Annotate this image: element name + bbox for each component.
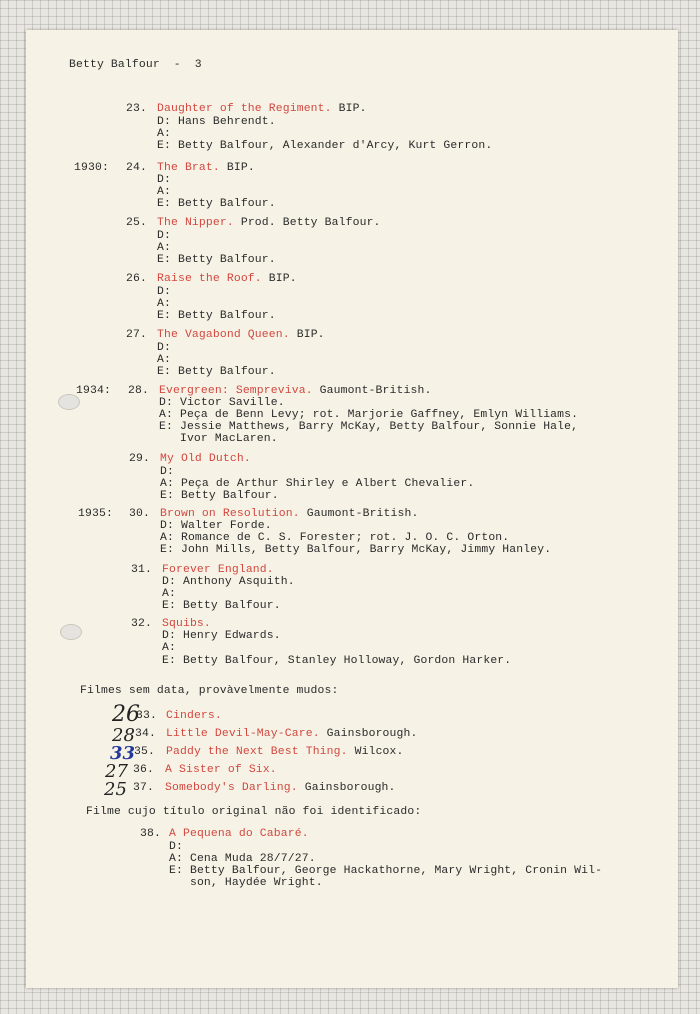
entry-title-line xyxy=(157,273,297,285)
year-label: 1935: xyxy=(78,508,113,520)
entry-number: 35. xyxy=(134,746,155,758)
director-line: D: xyxy=(160,466,174,478)
author-line: A: Peça de Arthur Shirley e Albert Chevalier. xyxy=(160,478,475,490)
entry-number: 25. xyxy=(126,217,147,229)
cast-line: E: Betty Balfour, Alexander d'Arcy, Kurt Gerron. xyxy=(157,140,493,152)
author-line: A: xyxy=(157,298,171,310)
film-title: Somebody's Darling. xyxy=(165,782,298,794)
film-note: BIP. xyxy=(219,162,255,174)
entry-title-line xyxy=(169,828,309,840)
film-title: My Old Dutch. xyxy=(160,453,251,465)
director-line: D: xyxy=(157,174,171,186)
author-line: A: Romance de C. S. Forester; rot. J. O. C. Orton. xyxy=(160,532,510,544)
film-title: Squibs. xyxy=(162,618,211,630)
entry-number: 30. xyxy=(129,508,150,520)
entry-title-line xyxy=(165,764,277,776)
handwritten-number: 26 xyxy=(112,702,140,727)
cast-line-continued: son, Haydée Wright. xyxy=(169,877,323,889)
film-note: Wilcox. xyxy=(347,746,404,758)
entry-title-line xyxy=(159,385,431,397)
director-line: D: Henry Edwards. xyxy=(162,630,281,642)
entry-title-line xyxy=(162,564,274,576)
entry-number: 24. xyxy=(126,162,147,174)
director-line: D: xyxy=(157,342,171,354)
director-line: D: xyxy=(169,841,183,853)
entry-number: 36. xyxy=(133,764,154,776)
cast-line: E: John Mills, Betty Balfour, Barry McKay, Jimmy Hanley. xyxy=(160,544,552,556)
cast-line: E: Betty Balfour, Stanley Holloway, Gordon Harker. xyxy=(162,655,512,667)
entry-number: 34. xyxy=(135,728,156,740)
cast-line: E: Betty Balfour, George Hackathorne, Mary Wright, Cronin Wil- xyxy=(169,865,603,877)
director-line: D: xyxy=(157,230,171,242)
film-title: A Sister of Six. xyxy=(165,764,277,776)
cast-line: E: Jessie Matthews, Barry McKay, Betty Balfour, Sonnie Hale, xyxy=(159,421,579,433)
handwritten-number: 28 xyxy=(112,725,135,746)
film-note: Prod. Betty Balfour. xyxy=(233,217,381,229)
film-title: Cinders. xyxy=(166,710,222,722)
cast-line: E: Betty Balfour. xyxy=(157,310,276,322)
entry-number: 33. xyxy=(136,710,157,722)
year-label: 1934: xyxy=(76,385,111,397)
author-line: A: Peça de Benn Levy; rot. Marjorie Gaffney, Emlyn Williams. xyxy=(159,409,579,421)
cast-line: E: Betty Balfour. xyxy=(160,490,279,502)
entry-title-line xyxy=(166,746,404,758)
entry-number: 29. xyxy=(129,453,150,465)
cast-line-continued: Ivor MacLaren. xyxy=(159,433,278,445)
entry-number: 32. xyxy=(131,618,152,630)
entry-title-line xyxy=(160,453,251,465)
film-title: Evergreen: Sempreviva. xyxy=(159,385,313,397)
page-header: Betty Balfour - 3 xyxy=(69,59,202,71)
entry-number: 23. xyxy=(126,103,147,115)
entry-title-line xyxy=(157,103,367,115)
entry-title-line xyxy=(165,782,396,794)
author-line: A: xyxy=(157,186,171,198)
film-title: The Nipper. xyxy=(157,217,234,229)
author-line: A: xyxy=(162,588,176,600)
director-line: D: xyxy=(157,286,171,298)
punch-hole-bottom xyxy=(60,624,82,640)
entry-number: 37. xyxy=(133,782,154,794)
film-title: Daughter of the Regiment. xyxy=(157,103,332,115)
author-line: A: xyxy=(157,242,171,254)
film-note: Gaumont-British. xyxy=(312,385,432,397)
cast-line: E: Betty Balfour. xyxy=(157,198,276,210)
film-note: Gainsborough. xyxy=(319,728,418,740)
undated-heading: Filmes sem data, provàvelmente mudos: xyxy=(80,685,339,697)
entry-number: 26. xyxy=(126,273,147,285)
director-line: D: Anthony Asquith. xyxy=(162,576,295,588)
author-line: A: xyxy=(157,354,171,366)
entry-number: 31. xyxy=(131,564,152,576)
handwritten-number: 27 xyxy=(105,761,128,782)
director-line: D: Walter Forde. xyxy=(160,520,272,532)
entry-title-line xyxy=(157,162,255,174)
film-title: The Brat. xyxy=(157,162,220,174)
entry-title-line xyxy=(166,710,222,722)
director-line: D: Victor Saville. xyxy=(159,397,285,409)
film-note: BIP. xyxy=(289,329,325,341)
cast-line: E: Betty Balfour. xyxy=(162,600,281,612)
film-title: A Pequena do Cabaré. xyxy=(169,828,309,840)
author-line: A: xyxy=(162,642,176,654)
cast-line: E: Betty Balfour. xyxy=(157,366,276,378)
entry-title-line xyxy=(157,217,381,229)
author-line: A: Cena Muda 28/7/27. xyxy=(169,853,316,865)
film-title: Little Devil-May-Care. xyxy=(166,728,320,740)
film-note: Gainsborough. xyxy=(297,782,396,794)
entry-number: 38. xyxy=(140,828,161,840)
year-label: 1930: xyxy=(74,162,109,174)
entry-title-line xyxy=(162,618,211,630)
director-line: D: Hans Behrendt. xyxy=(157,116,276,128)
entry-title-line xyxy=(157,329,325,341)
film-title: Raise the Roof. xyxy=(157,273,262,285)
film-title: The Vagabond Queen. xyxy=(157,329,290,341)
film-title: Forever England. xyxy=(162,564,274,576)
unidentified-heading: Filme cujo título original não foi identificado: xyxy=(86,806,422,818)
cast-line: E: Betty Balfour. xyxy=(157,254,276,266)
film-title: Paddy the Next Best Thing. xyxy=(166,746,348,758)
handwritten-number: 33 xyxy=(110,743,136,764)
film-note: BIP. xyxy=(261,273,297,285)
film-note: Gaumont-British. xyxy=(299,508,419,520)
entry-title-line xyxy=(166,728,417,740)
entry-number: 28. xyxy=(128,385,149,397)
entry-title-line xyxy=(160,508,418,520)
film-title: Brown on Resolution. xyxy=(160,508,300,520)
film-note: BIP. xyxy=(331,103,367,115)
author-line: A: xyxy=(157,128,171,140)
handwritten-number: 25 xyxy=(104,779,127,800)
entry-number: 27. xyxy=(126,329,147,341)
